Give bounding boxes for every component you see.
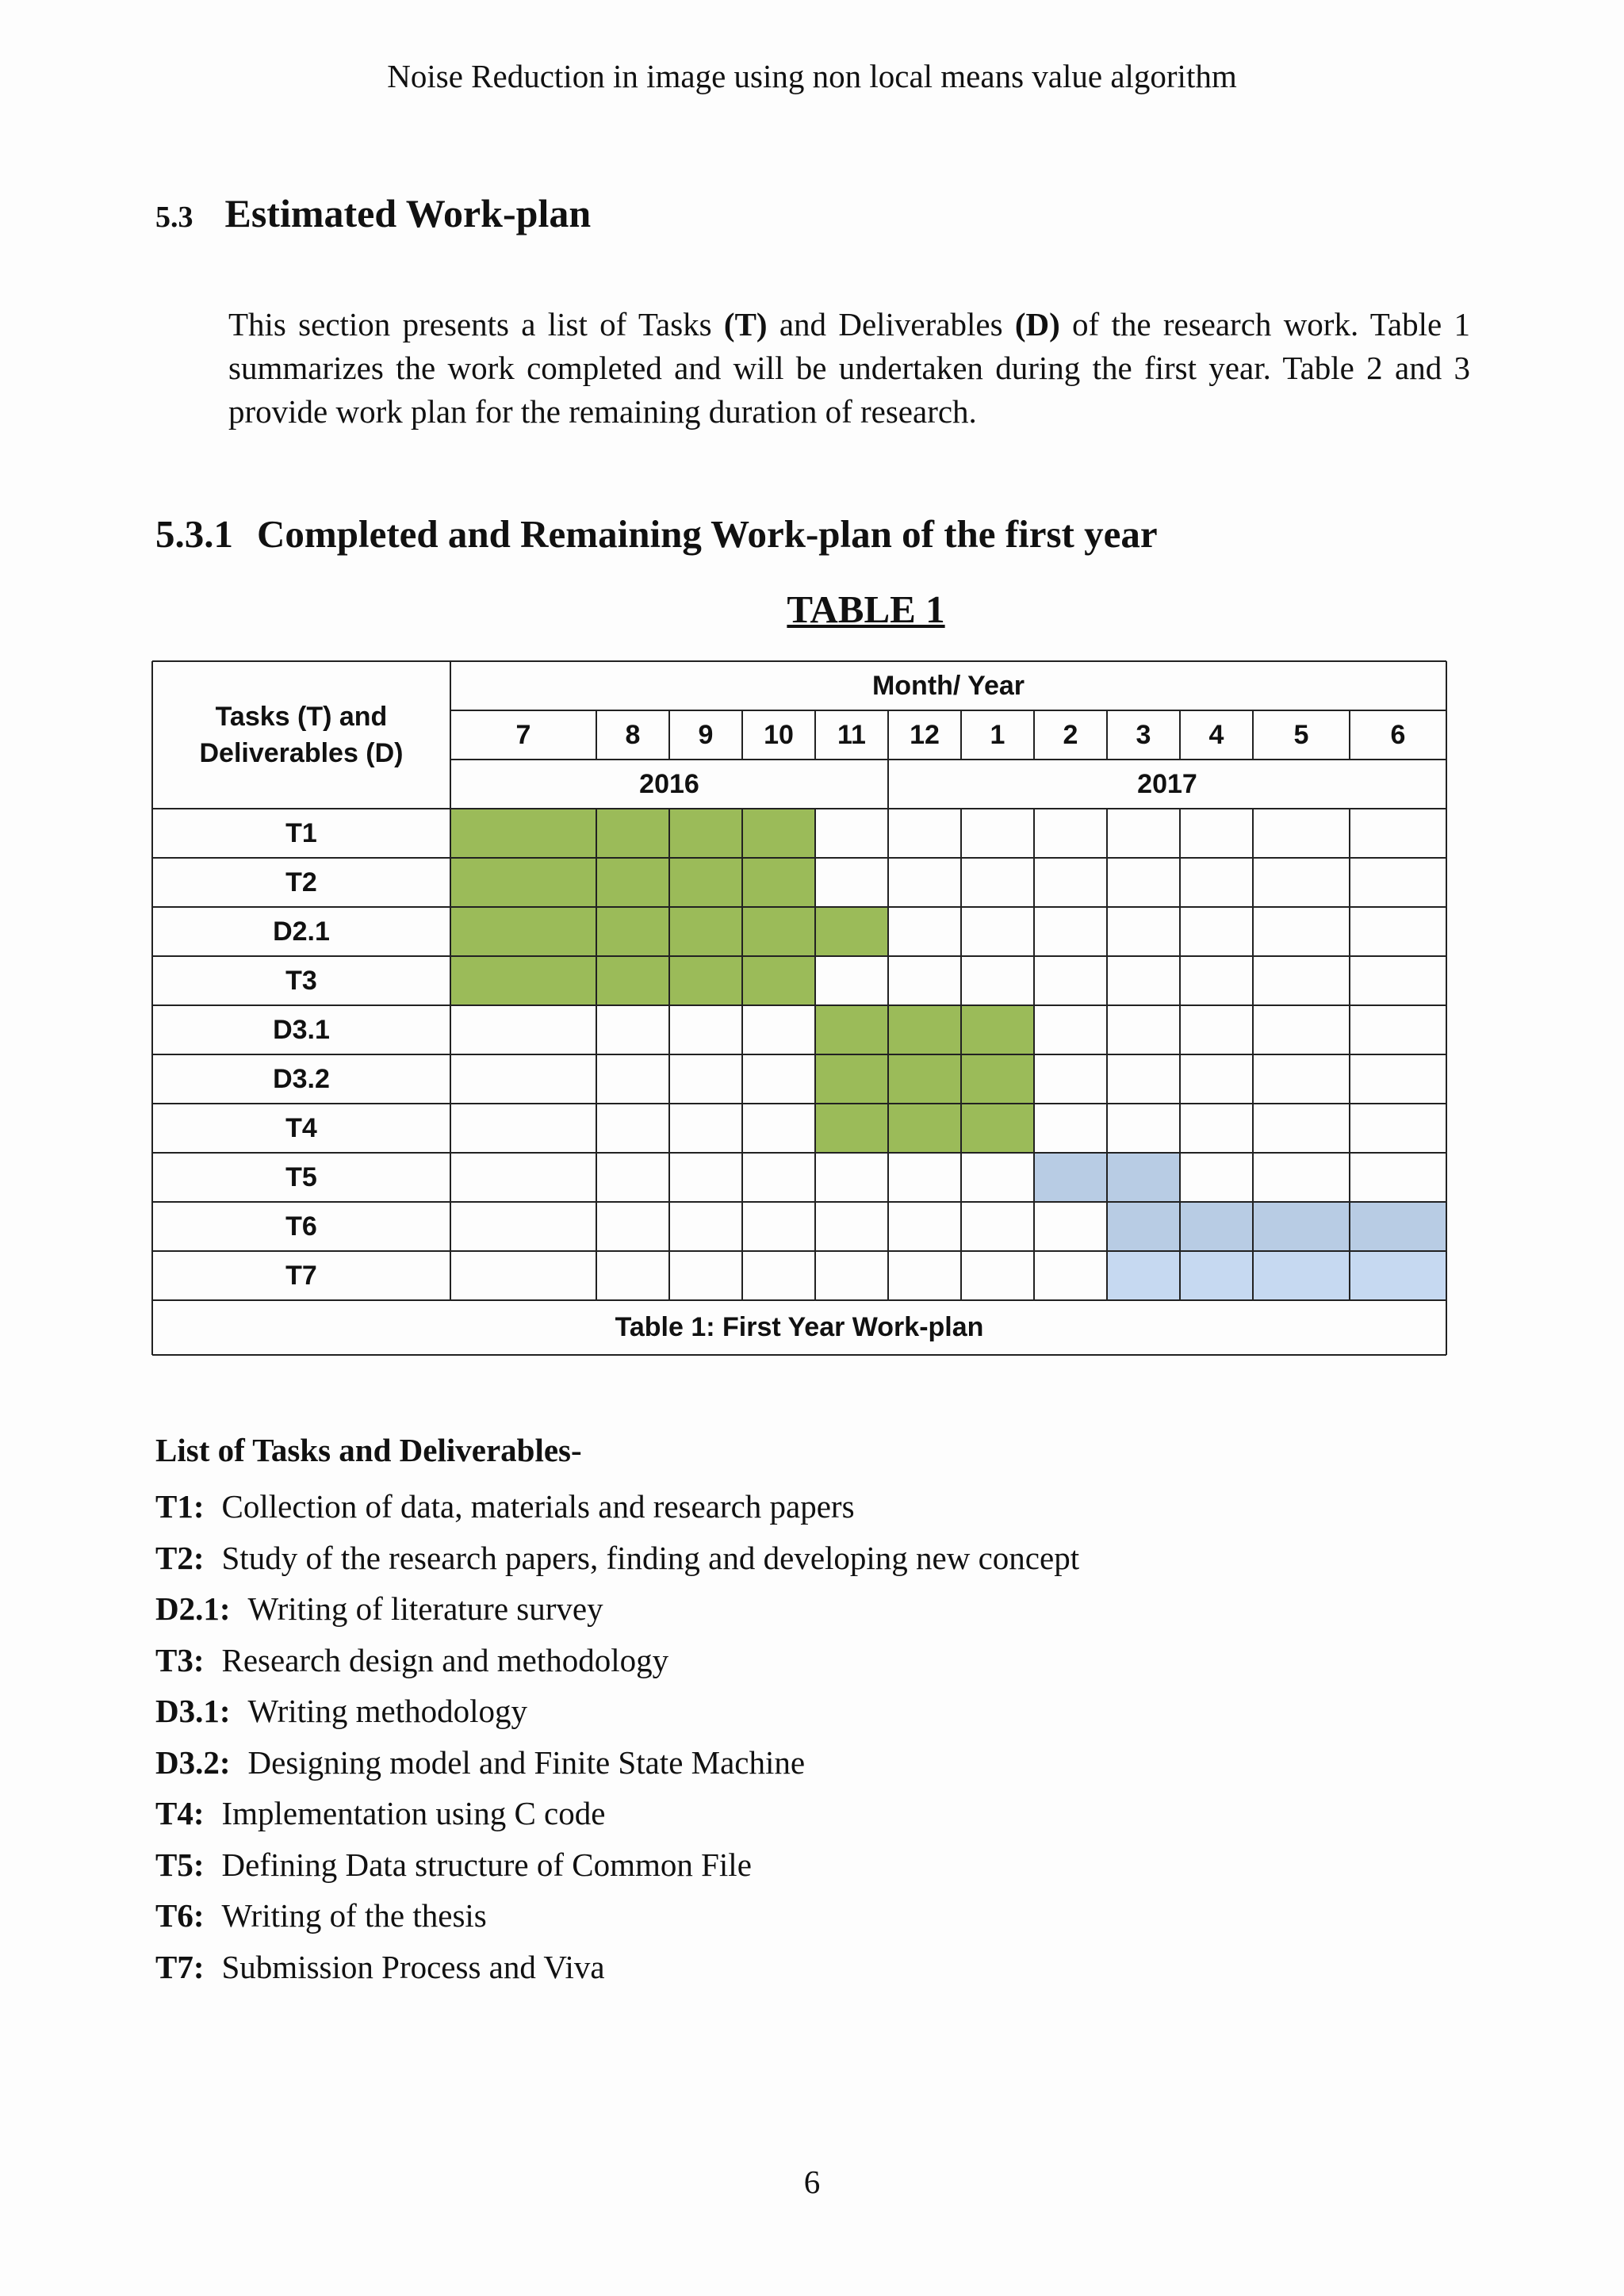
gantt-fill-cell — [1180, 1251, 1253, 1300]
section-title-text: Estimated Work-plan — [224, 191, 592, 235]
legend-item-text: Writing of literature survey — [247, 1590, 603, 1627]
task-label: T3 — [285, 965, 317, 996]
subsection-title-text: Completed and Remaining Work-plan of the first year — [257, 512, 1158, 556]
legend-item-text: Submission Process and Viva — [221, 1948, 605, 1985]
gantt-fill-cell — [596, 907, 669, 956]
gantt-fill-cell — [1253, 1202, 1350, 1251]
grid-line — [1252, 710, 1254, 760]
intro-text-3: of the research work. Table 1 summarizes the work completed and will be undertaken during the first year. Table 2 and 3 provide work plan for the remaining duration of research. — [228, 306, 1471, 430]
legend-item — [155, 1635, 1079, 1686]
legend-item-code: D2.1: — [155, 1590, 231, 1627]
gantt-fill-cell — [961, 1054, 1034, 1104]
task-column-header: Tasks (T) and Deliverables (D) — [199, 702, 404, 768]
subsection-title — [155, 511, 1158, 557]
intro-tasks-abbr: (T) — [723, 306, 768, 342]
gantt-fill-cell — [669, 809, 742, 858]
intro-paragraph — [228, 303, 1470, 434]
gantt-fill-cell — [815, 907, 888, 956]
gantt-fill-cell — [742, 956, 815, 1005]
running-header: Noise Reduction in image using non local means value algorithm — [387, 58, 1237, 94]
legend-item-code: T1: — [155, 1488, 205, 1525]
gantt-fill-cell — [669, 907, 742, 956]
gantt-fill-cell — [888, 1054, 961, 1104]
gantt-fill-cell — [1253, 1251, 1350, 1300]
table-caption: Table 1: First Year Work-plan — [615, 1312, 984, 1342]
task-label: T5 — [285, 1161, 317, 1192]
task-label: D3.1 — [273, 1014, 330, 1045]
section-title — [155, 190, 591, 236]
month-header: 2 — [1063, 719, 1078, 750]
gantt-fill-cell — [742, 809, 815, 858]
gantt-fill-cell — [596, 956, 669, 1005]
gantt-fill-cell — [1350, 1251, 1446, 1300]
subsection-number: 5.3.1 — [155, 512, 233, 556]
month-year-header: Month/ Year — [871, 670, 1025, 701]
legend-item — [155, 1942, 1079, 1993]
legend-item-text: Research design and methodology — [221, 1641, 669, 1678]
legend-item-code: T3: — [155, 1641, 205, 1678]
grid-line — [1033, 809, 1035, 1300]
gantt-fill-cell — [669, 858, 742, 907]
legend-item-code: D3.1: — [155, 1693, 231, 1729]
month-header: 8 — [625, 719, 641, 750]
grid-line — [1179, 809, 1181, 1300]
task-label: D3.2 — [273, 1063, 330, 1094]
grid-line — [1033, 710, 1035, 760]
legend-item — [155, 1839, 1079, 1891]
grid-line — [1349, 710, 1350, 760]
grid-line — [814, 710, 816, 760]
legend-item-code: D3.2: — [155, 1743, 231, 1781]
legend-item — [155, 1737, 1079, 1789]
task-label: T7 — [285, 1260, 317, 1291]
legend-item — [155, 1533, 1079, 1584]
legend-item-code: T5: — [155, 1846, 205, 1883]
legend-item-code: T4: — [155, 1795, 205, 1831]
grid-line — [741, 710, 743, 760]
gantt-fill-cell — [815, 1054, 888, 1104]
month-header: 9 — [698, 719, 714, 750]
grid-line — [1252, 809, 1254, 1300]
gantt-fill-cell — [450, 858, 596, 907]
intro-deliverables-abbr: (D) — [1014, 306, 1060, 342]
gantt-fill-cell — [961, 1104, 1034, 1153]
month-header: 10 — [764, 719, 794, 750]
gantt-fill-cell — [1107, 1251, 1180, 1300]
legend-item — [155, 1481, 1079, 1533]
year-header: 2017 — [1137, 768, 1197, 799]
grid-line — [1179, 710, 1181, 760]
gantt-fill-cell — [742, 907, 815, 956]
grid-line — [887, 710, 889, 760]
gantt-fill-cell — [742, 858, 815, 907]
grid-line — [814, 809, 816, 1300]
grid-line — [887, 760, 889, 809]
gantt-fill-cell — [450, 809, 596, 858]
grid-line — [596, 710, 597, 760]
grid-line — [960, 809, 962, 1300]
legend-item-text: Implementation using C code — [221, 1795, 606, 1831]
table-heading: TABLE 1 — [787, 587, 945, 631]
legend-item-text: Writing of the thesis — [221, 1897, 487, 1934]
section-number: 5.3 — [155, 201, 193, 234]
legend-item-text: Defining Data structure of Common File — [221, 1846, 752, 1883]
task-label: T4 — [285, 1112, 317, 1143]
task-legend-list — [155, 1481, 1079, 1992]
grid-line — [887, 809, 889, 1300]
intro-text-1: This section presents a list of Tasks — [228, 306, 724, 342]
month-header: 7 — [515, 719, 531, 750]
task-label: D2.1 — [273, 916, 330, 947]
grid-line — [152, 660, 1446, 662]
gantt-fill-cell — [669, 956, 742, 1005]
year-header: 2016 — [639, 768, 699, 799]
task-label: T1 — [285, 817, 317, 848]
month-header: 5 — [1293, 719, 1309, 750]
gantt-fill-cell — [1107, 1202, 1180, 1251]
legend-item-code: T2: — [155, 1539, 205, 1576]
gantt-fill-cell — [450, 907, 596, 956]
gantt-fill-cell — [1180, 1202, 1253, 1251]
legend-title: List of Tasks and Deliverables- — [155, 1432, 582, 1468]
gantt-fill-cell — [1107, 1153, 1180, 1202]
intro-text-2: and Deliverables — [767, 306, 1015, 342]
gantt-fill-cell — [815, 1005, 888, 1054]
grid-line — [152, 1354, 1446, 1356]
grid-line — [450, 759, 1446, 760]
gantt-fill-cell — [1350, 1202, 1446, 1251]
month-header: 12 — [910, 719, 940, 750]
gantt-fill-cell — [815, 1104, 888, 1153]
grid-line — [741, 809, 743, 1300]
legend-item-code: T7: — [155, 1948, 205, 1985]
task-label: T2 — [285, 867, 317, 897]
month-header: 3 — [1136, 719, 1151, 750]
gantt-fill-cell — [450, 956, 596, 1005]
legend-item — [155, 1686, 1079, 1737]
grid-line — [668, 809, 670, 1300]
legend-item-text: Study of the research papers, finding and developing new concept — [221, 1539, 1080, 1576]
grid-line — [1106, 809, 1108, 1300]
grid-line — [1106, 710, 1108, 760]
gantt-fill-cell — [961, 1005, 1034, 1054]
legend-item — [155, 1890, 1079, 1942]
grid-line — [668, 710, 670, 760]
gantt-fill-cell — [596, 809, 669, 858]
grid-line — [450, 661, 451, 1300]
legend-item-code: T6: — [155, 1897, 205, 1934]
grid-line — [1349, 809, 1350, 1300]
month-header: 4 — [1208, 719, 1224, 750]
work-plan-table — [152, 661, 1446, 1355]
legend-item — [155, 1788, 1079, 1839]
month-header: 1 — [990, 719, 1005, 750]
task-label: T6 — [285, 1211, 317, 1242]
gantt-fill-cell — [596, 858, 669, 907]
legend-item-text: Collection of data, materials and research papers — [221, 1488, 855, 1525]
page-number: 6 — [803, 2164, 821, 2200]
grid-line — [450, 710, 1446, 711]
gantt-fill-cell — [888, 1104, 961, 1153]
grid-line — [960, 710, 962, 760]
legend-item-text: Writing methodology — [247, 1693, 528, 1729]
gantt-fill-cell — [1034, 1153, 1107, 1202]
gantt-fill-cell — [888, 1005, 961, 1054]
month-header: 11 — [837, 719, 866, 750]
legend-item — [155, 1583, 1079, 1635]
grid-line — [596, 809, 597, 1300]
month-header: 6 — [1390, 719, 1406, 750]
legend-item-text: Designing model and Finite State Machine — [247, 1743, 806, 1781]
